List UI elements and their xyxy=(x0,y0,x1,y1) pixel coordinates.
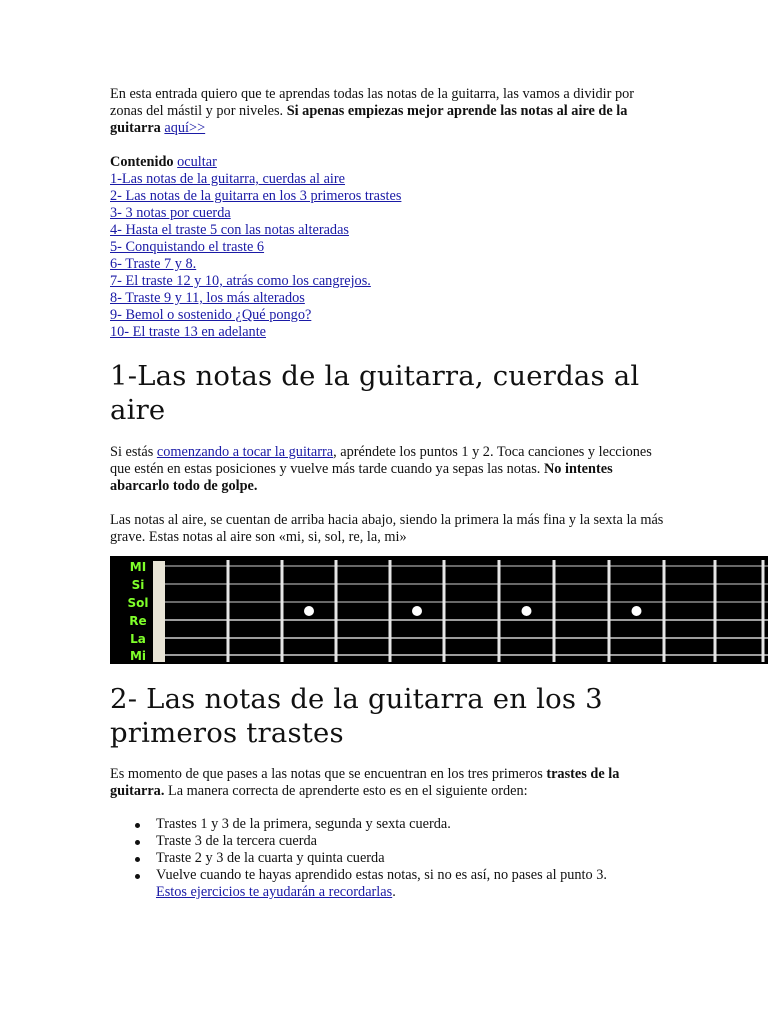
section1-paragraph1 xyxy=(110,444,670,495)
fret-marker-dot xyxy=(632,606,642,616)
section2-heading xyxy=(110,682,670,750)
fret-wire xyxy=(762,560,765,662)
toc-item[interactable]: 6- Traste 7 y 8. xyxy=(110,256,197,272)
section1-p1-text: Si estás xyxy=(110,444,157,460)
intro-text: En esta entrada quiero que te aprendas todas las notas de la guitarra, las vamos a dividir por zonas del mástil y por niveles. xyxy=(110,86,635,119)
fret-marker-dot xyxy=(412,606,422,616)
section2-heading-line1: 2- Las notas de la guitarra en los 3 xyxy=(110,683,603,715)
list-item-period: . xyxy=(392,884,396,900)
intro-bold: Si apenas empiezas mejor aprende las notas al aire de la guitarra xyxy=(110,103,628,136)
section1-p1-text-after: , apréndete los puntos 1 y 2. Toca canciones y lecciones que estén en estas posiciones y vuelve más tarde cuando ya sepas las notas. xyxy=(110,444,652,477)
section1-heading-line2: aire xyxy=(110,394,166,426)
fret-wire xyxy=(389,560,392,662)
toc-item[interactable]: 8- Traste 9 y 11, los más alterados xyxy=(110,290,305,306)
string-label: Sol xyxy=(127,596,149,610)
nut xyxy=(153,561,165,662)
toc-title: Contenido xyxy=(110,154,174,170)
list-item xyxy=(156,867,670,901)
toc-item[interactable]: 4- Hasta el traste 5 con las notas alteradas xyxy=(110,222,349,238)
section1-paragraph2: Las notas al aire, se cuentan de arriba hacia abajo, siendo la primera la más fina y la sexta la más grave. Estas notas al aire son «mi, si, sol, re, la, mi» xyxy=(110,512,664,545)
toc-item[interactable]: 10- El traste 13 en adelante xyxy=(110,324,267,340)
string-label: Mi xyxy=(129,649,147,663)
fret-wire xyxy=(553,560,556,662)
list-item: Traste 2 y 3 de la cuarta y quinta cuerda xyxy=(156,850,670,867)
intro-link[interactable]: aquí>> xyxy=(164,120,206,136)
toc-header xyxy=(110,154,670,171)
toc-item[interactable]: 7- El traste 12 y 10, atrás como los cangrejos. xyxy=(110,273,371,289)
section2-paragraph xyxy=(110,766,670,800)
section2-text: Es momento de que pases a las notas que se encuentran en los tres primeros xyxy=(110,766,547,782)
fret-wire xyxy=(608,560,611,662)
toc-item[interactable]: 5- Conquistando el traste 6 xyxy=(110,239,265,255)
article-content xyxy=(110,86,670,546)
section1-bold: No intentes abarcarlo todo de golpe. xyxy=(110,461,613,494)
section1-heading xyxy=(110,359,670,427)
section1-heading-line1: 1-Las notas de la guitarra, cuerdas al xyxy=(110,360,640,392)
string-label: La xyxy=(130,632,146,646)
fretboard-image xyxy=(110,556,768,664)
fret-wire xyxy=(663,560,666,662)
string-label: MI xyxy=(129,560,147,574)
list-item-text: Vuelve cuando te hayas aprendido estas notas, si no es así, no pases al punto 3. xyxy=(156,867,607,883)
string-label: Re xyxy=(129,614,147,628)
list-item: Traste 3 de la tercera cuerda xyxy=(156,833,670,850)
section1-link[interactable]: comenzando a tocar la guitarra xyxy=(156,444,334,460)
fret-wire xyxy=(227,560,230,662)
fret-marker-dot xyxy=(522,606,532,616)
section2-text-after: La manera correcta de aprenderte esto es en el siguiente orden: xyxy=(164,783,528,799)
section2-bold: trastes de la guitarra. xyxy=(110,766,620,799)
fret-wire xyxy=(281,560,284,662)
toc-item[interactable]: 1-Las notas de la guitarra, cuerdas al aire xyxy=(110,171,345,187)
fret-marker-dot xyxy=(304,606,314,616)
fret-wire xyxy=(443,560,446,662)
section2 xyxy=(110,682,670,901)
fret-wire xyxy=(335,560,338,662)
fret-wire xyxy=(714,560,717,662)
table-of-contents xyxy=(110,154,670,341)
toc-toggle-link[interactable]: ocultar xyxy=(177,154,217,170)
toc-item[interactable]: 9- Bemol o sostenido ¿Qué pongo? xyxy=(110,307,312,323)
section2-heading-line2: primeros trastes xyxy=(110,717,344,749)
fretboard-background xyxy=(110,556,768,664)
string-label: Si xyxy=(131,578,145,592)
list-item: Trastes 1 y 3 de la primera, segunda y sexta cuerda. xyxy=(156,816,670,833)
toc-item[interactable]: 3- 3 notas por cuerda xyxy=(110,205,231,221)
toc-item[interactable]: 2- Las notas de la guitarra en los 3 primeros trastes xyxy=(110,188,402,204)
fretboard-svg xyxy=(110,556,768,664)
exercises-link[interactable]: Estos ejercicios te ayudarán a recordarlas xyxy=(156,884,393,900)
steps-list xyxy=(110,816,670,901)
intro-paragraph xyxy=(110,86,670,137)
fret-wire xyxy=(498,560,501,662)
